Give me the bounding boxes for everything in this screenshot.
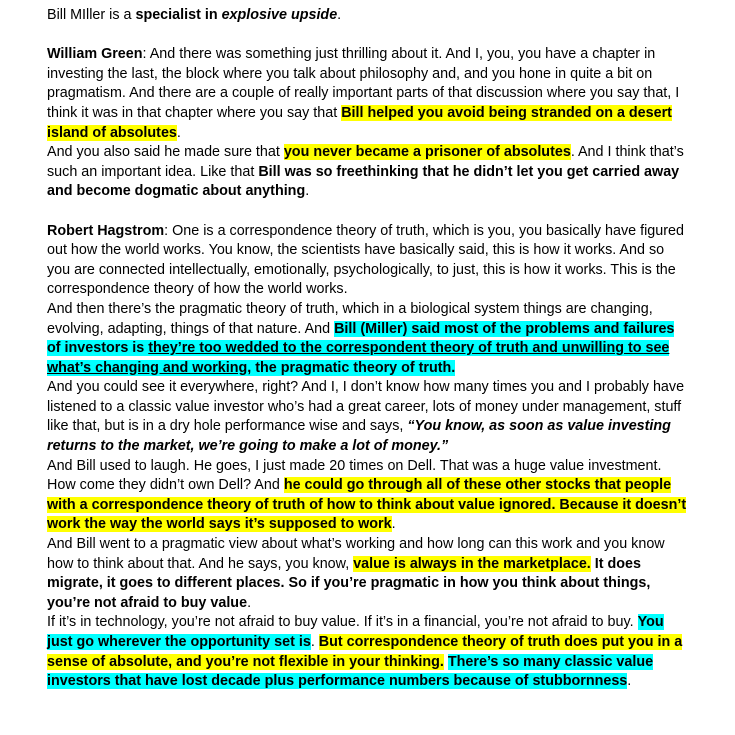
highlight-yellow: value is always in the marketplace.	[353, 555, 591, 572]
highlight-yellow: But correspondence theory of truth does put you in a sense of absolute, and you’re not flexible in your thinking.	[47, 634, 683, 670]
intro-bold: specialist in	[135, 7, 222, 23]
speaker-william-green: William Green	[47, 46, 143, 63]
text: And Bill used to laugh. He goes, I just made 20 times on Dell. That was a huge value investment. How come they didn’t own Dell? And	[47, 457, 662, 494]
text: .	[247, 594, 252, 611]
text: And you also said he made sure that	[47, 144, 284, 161]
highlight-cyan: You just go wherever the opportunity set is	[47, 614, 664, 650]
highlight-yellow: you never became a prisoner of absolutes	[283, 144, 571, 161]
intro-end: .	[337, 7, 342, 23]
text: .	[310, 634, 319, 650]
intro-line	[47, 6, 687, 26]
paragraph-hagstrom-4	[47, 457, 687, 535]
text: And Bill went to a pragmatic view about what’s working and how long can this work and you know how to think about that. And he says, you know,	[47, 536, 665, 572]
text: And then there’s the pragmatic theory of truth, which in a biological system things are changing, evolving, adapting, things of that nature. And	[47, 300, 653, 337]
text: : One is a correspondence theory of truth, which is you, you basically have figured out how the world works. You know, the scientists have basically said, this is how it works. And so you are connected intellectually, emotionally, psychologically, to just, this is how it works. This is the correspondence theory of how the world works.	[47, 222, 684, 298]
paragraph-gap	[47, 26, 687, 46]
text: .	[176, 124, 181, 141]
intro-text: Bill MIller is a	[47, 7, 136, 23]
paragraph-hagstrom-3	[47, 378, 687, 456]
text: . And I think that’s such an important idea. Like that	[47, 144, 684, 180]
text: .	[305, 183, 310, 200]
highlight-cyan: the pragmatic theory of truth.	[251, 359, 456, 376]
paragraph-gap	[47, 202, 687, 222]
text: .	[627, 673, 632, 690]
bold-text: Bill was so freethinking that he didn’t let you get carried away and become dogmatic about anything	[47, 163, 680, 200]
text: : And there was something just thrilling about it. And I, you, you have a chapter in investing the last, the block where you talk about philosophy and, and you hone in quite a bit on pragmatism. And there are a couple of really important parts of that discussion where you say that, I think it was in that chapter where you say that	[47, 46, 680, 121]
paragraph-hagstrom-6	[47, 613, 687, 691]
text: And you could see it everywhere, right? And I, I don’t know how many times you and I probably have listened to a classic value investor who’s had a great career, lots of money under management, stuff like that, but is in a dry hole performance wise and says,	[47, 379, 685, 435]
paragraph-hagstrom-1	[47, 222, 687, 300]
quote-bold-italic: “You know, as soon as value investing returns to the market, we’re going to make a lot of money.”	[47, 418, 671, 455]
speaker-robert-hagstrom: Robert Hagstrom	[47, 222, 165, 239]
text: If it’s in technology, you’re not afraid to buy value. If it’s in a financial, you’re not afraid to buy.	[47, 614, 638, 631]
highlight-cyan-underlined: they’re too wedded to the correspondent theory of truth and unwilling to see what’s changing and working,	[47, 340, 670, 376]
paragraph-hagstrom-5	[47, 535, 687, 613]
highlight-yellow: he could go through all of these other stocks that people with a correspondence theory of truth of how to think about value ignored. Because it doesn’t work the way the world says it’s supposed to work	[47, 477, 687, 533]
paragraph-green-1	[47, 45, 687, 143]
highlight-cyan: There’s so many classic value investors that have lost decade plus performance numbers because of stubbornness	[47, 653, 654, 690]
intro-bold-italic: explosive upside	[221, 7, 338, 23]
transcript-document	[47, 6, 687, 692]
bold-text: It does migrate, it goes to different places. So if you’re pragmatic in how you think about things, you’re not afraid to buy value	[47, 555, 651, 611]
paragraph-green-2	[47, 143, 687, 202]
text: .	[391, 516, 396, 533]
paragraph-hagstrom-2	[47, 300, 687, 378]
highlight-cyan: Bill (Miller) said most of the problems and failures of investors is	[47, 320, 675, 357]
highlight-yellow: Bill helped you avoid being stranded on a desert island of absolutes	[47, 104, 672, 141]
